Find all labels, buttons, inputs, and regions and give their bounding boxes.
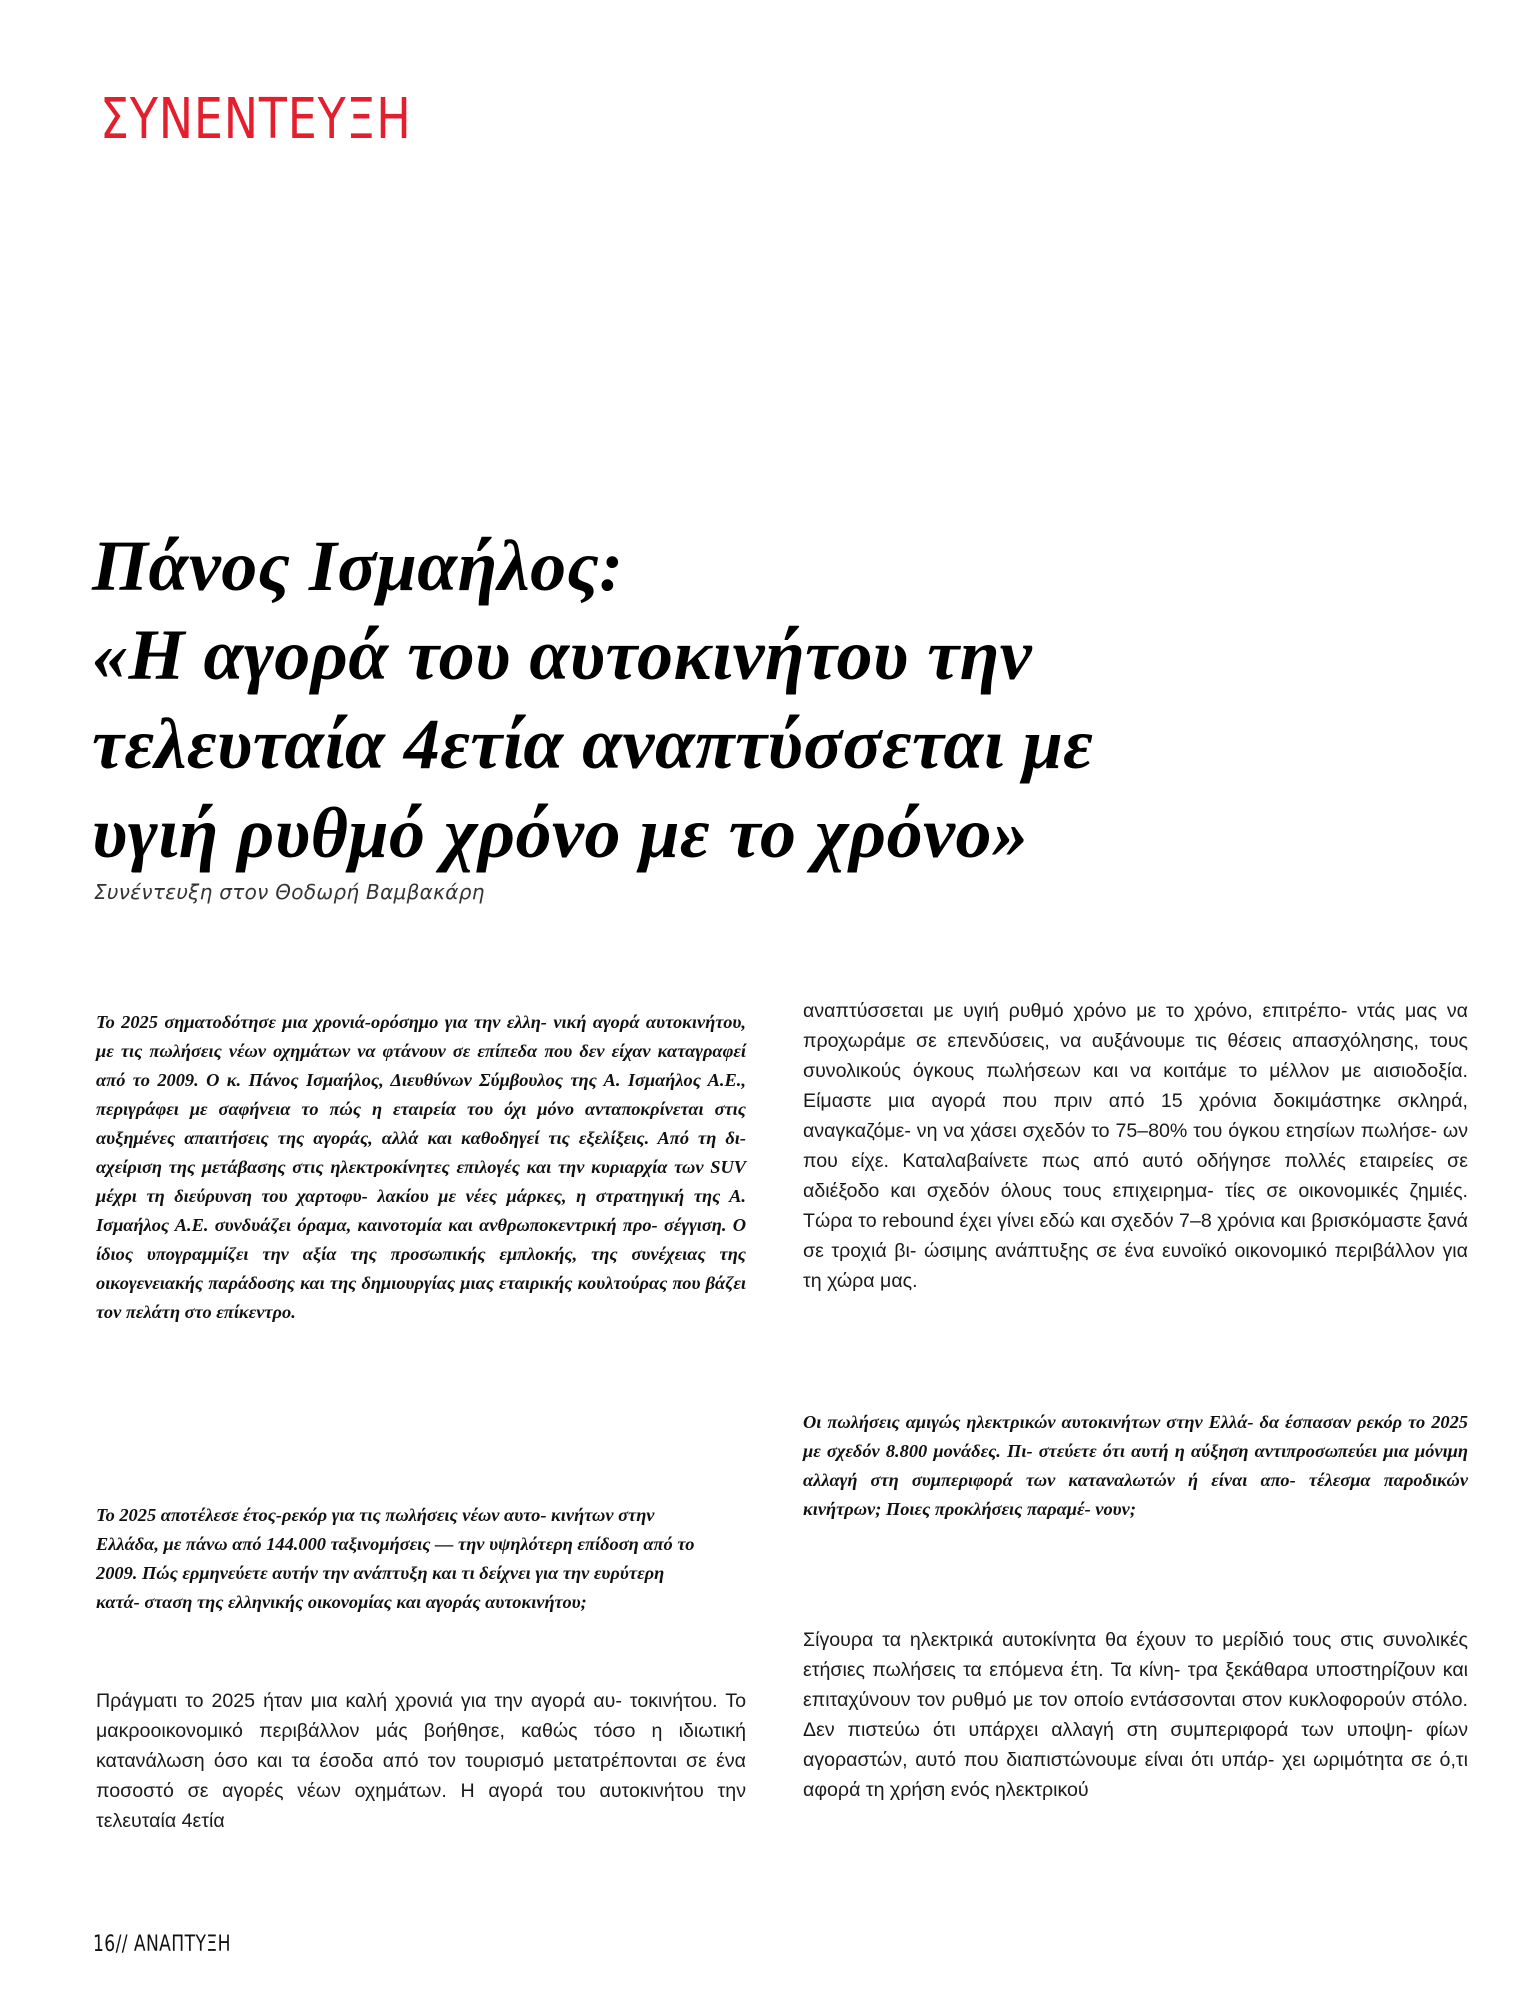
page-footer [93,1932,231,1957]
answer-1: Πράγματι το 2025 ήταν μια καλή χρονιά για την αγορά αυ- τοκινήτου. Το μακροοικονομικό περιβάλλον μάς βοήθησε, καθώς τόσο η ιδιωτική κατανάλωση όσο και τα έσοδα από τον τουρισμό μετατρέπονται σε ένα ποσοστό σε αγορές νέων οχημάτων. Η αγορά του αυτοκινήτου την τελευταία 4ετία [96,1690,746,1832]
right-column-answer [803,1625,1468,1805]
right-column [803,996,1468,1296]
section-label: ΣΥΝΕΝΤΕΥΞΗ [100,87,412,152]
right-column-question [803,1408,1468,1524]
byline: Συνέντευξη στον Θοδωρή Βαμβακάρη [94,880,485,904]
intro-paragraph: Το 2025 σηματοδότησε μια χρονιά-ορόσημο για την ελλη- νική αγορά αυτοκινήτου, με τις πωλήσεις νέων οχημάτων να φτάνουν σε επίπεδα που δεν είχαν καταγραφεί από το 2009. Ο κ. Πάνος Ισμαήλος, Διευθύνων Σύμβουλος της Α. Ισμαήλος Α.Ε., περιγράφει με σαφήνεια το πώς η εταιρεία του όχι μόνο ανταποκρίνεται στις αυξημένες απαιτήσεις της αγοράς, αλλά και καθοδηγεί τις εξελίξεις. Από τη δι- αχείριση της μετάβασης στις ηλεκτροκίνητες επιλογές και την κυριαρχία των SUV μέχρι τη διεύρυνση του χαρτοφυ- λακίου με νέες μάρκες, η στρατηγική της Α. Ισμαήλος Α.Ε. συνδυάζει όραμα, καινοτομία και ανθρωποκεντρική προ- σέγγιση. Ο ίδιος υπογραμμίζει την αξία της προσωπικής εμπλοκής, της συνέχειας της οικογενειακής παράδοσης και της δημιουργίας μιας εταιρικής κουλτούρας που βάζει τον πελάτη στο επίκεντρο. [96,1012,746,1322]
left-column-question [96,1501,696,1617]
headline-line: υγιή ρυθμό χρόνο με το χρόνο» [92,793,1029,873]
headline-line: Πάνος Ισμαήλος: [92,526,624,606]
left-column [96,1008,746,1327]
question-1: Το 2025 αποτέλεσε έτος-ρεκόρ για τις πωλήσεις νέων αυτο- κινήτων στην Ελλάδα, με πάνω από 144.000 ταξινομήσεις — την υψηλότερη επίδοση από το 2009. Πώς ερμηνεύετε αυτήν την ανάπτυξη και τι δείχνει για την ευρύτερη κατά- σταση της ελληνικής οικονομίας και αγοράς αυτοκινήτου; [96,1505,695,1612]
page-number: 16 [93,1932,116,1957]
question-2: Οι πωλήσεις αμιγώς ηλεκτρικών αυτοκινήτων στην Ελλά- δα έσπασαν ρεκόρ το 2025 με σχεδόν 8.800 μονάδες. Πι- στεύετε ότι αυτή η αύξηση αντιπροσωπεύει μια μόνιμη αλλαγή στη συμπεριφορά των καταναλωτών ή είναι απο- τέλεσμα παροδικών κινήτρων; Ποιες προκλήσεις παραμέ- νουν; [803,1412,1468,1519]
headline [92,522,1392,878]
left-column-answer [96,1686,746,1836]
footer-separator: // [115,1932,128,1957]
answer-2: Σίγουρα τα ηλεκτρικά αυτοκίνητα θα έχουν το μερίδιό τους στις συνολικές ετήσιες πωλήσεις τα επόμενα έτη. Τα κίνη- τρα ξεκάθαρα υποστηρίζουν και επιταχύνουν τον ρυθμό με τον οποίο εντάσσονται στον κυκλοφορούν στόλο. Δεν πιστεύω ότι υπάρχει αλλαγή στη συμπεριφορά των υποψη- φίων αγοραστών, αυτό που διαπιστώνουμε είναι ότι υπάρ- χει ωριμότητα σε ό,τι αφορά τη χρήση ενός ηλεκτρικού [803,1629,1468,1801]
headline-line: τελευταία 4ετία αναπτύσσεται με [92,704,1094,784]
answer-1-continued: αναπτύσσεται με υγιή ρυθμό χρόνο με το χρόνο, επιτρέπο- ντάς μας να προχωράμε σε επενδύσεις, να αυξάνουμε τις θέσεις απασχόλησης, τους συνολικούς όγκους πωλήσεων και να κοιτάμε το μέλλον με αισιοδοξία. Είμαστε μια αγορά που πριν από 15 χρόνια δοκιμάστηκε σκληρά, αναγκαζόμε- νη να χάσει σχεδόν το 75–80% του όγκου ετησίων πωλήσε- ων που είχε. Καταλαβαίνετε πως από αυτό οδήγησε πολλές εταιρείες σε αδιέξοδο και σχεδόν όλους τους επιχειρημα- τίες σε οικονομικές ζημιές. Τώρα το rebound έχει γίνει εδώ και σχεδόν 7–8 χρόνια και βρισκόμαστε ξανά σε τροχιά βι- ώσιμης ανάπτυξης σε ένα ευνοϊκό οικονομικό περιβάλλον για τη χώρα μας. [803,1000,1468,1292]
headline-line: «Η αγορά του αυτοκινήτου την [92,615,1033,695]
magazine-name: ΑΝΑΠΤΥΞΗ [133,1932,231,1957]
